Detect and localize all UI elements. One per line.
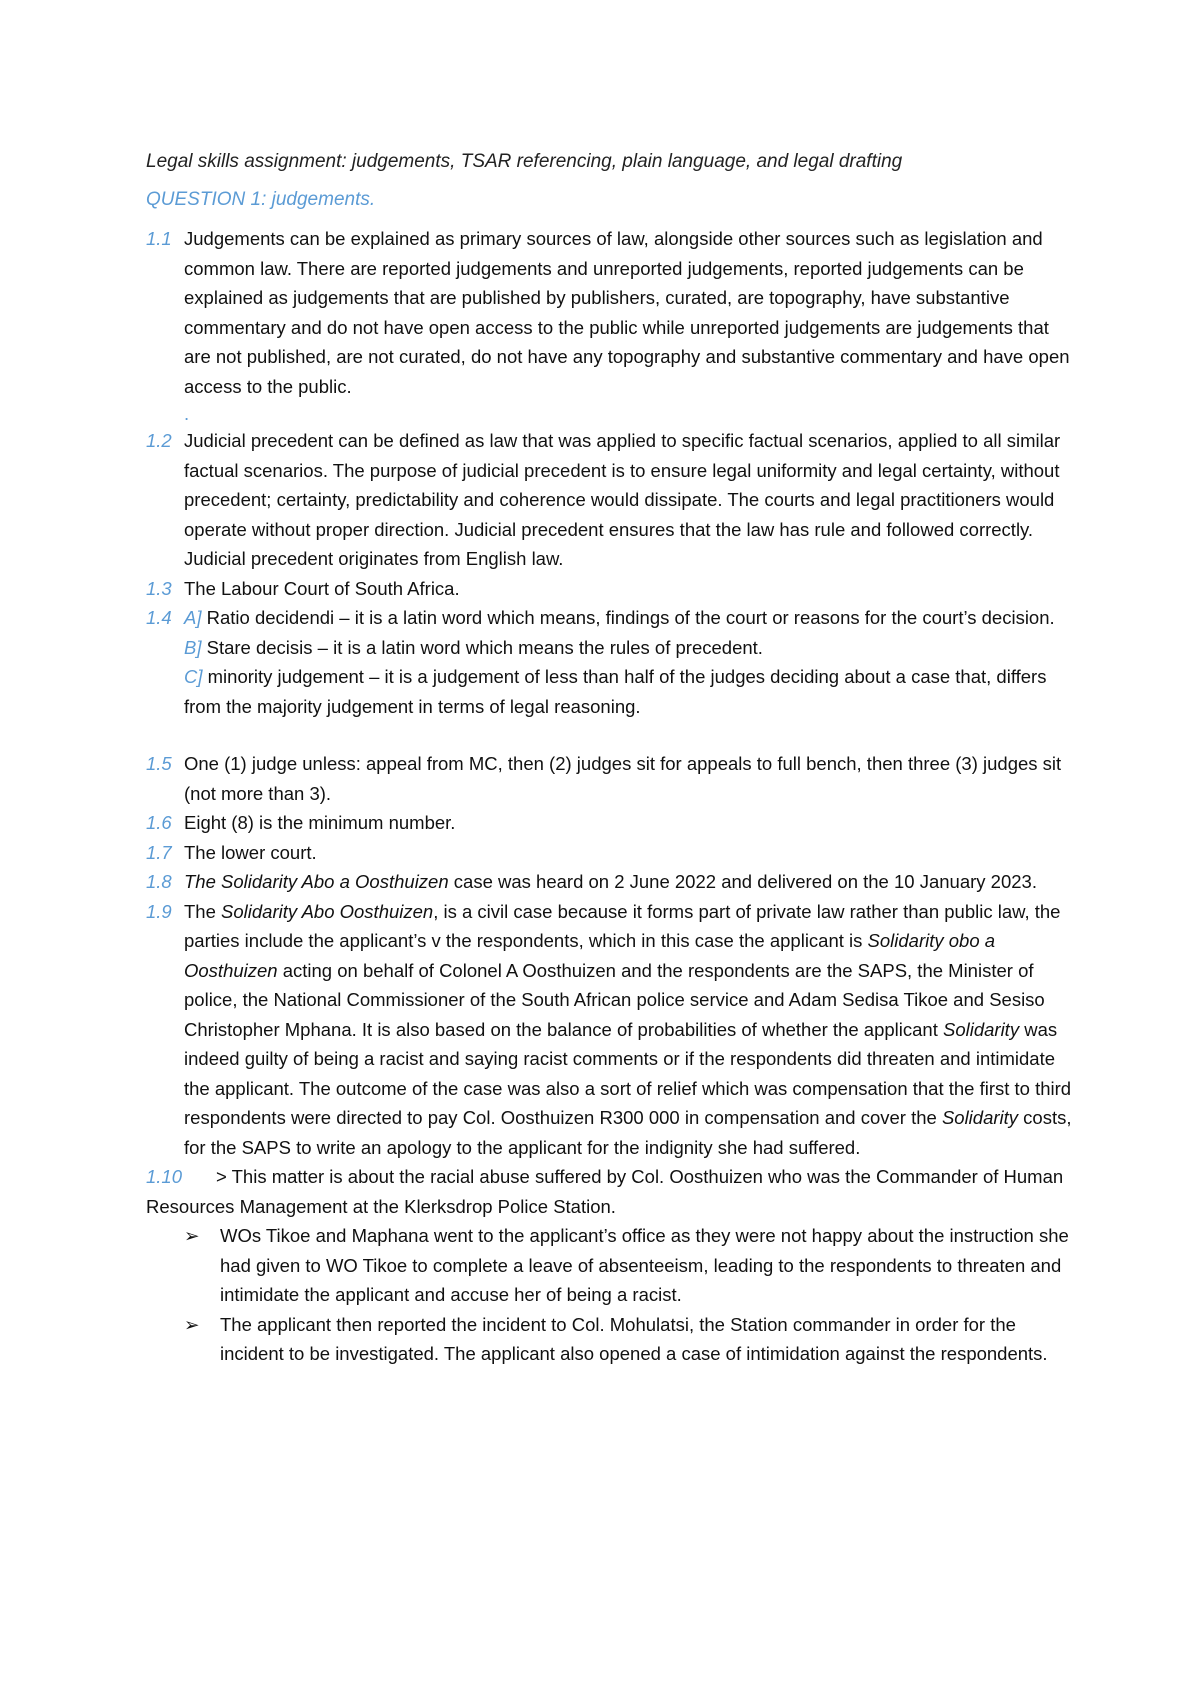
answer-number: 1.1	[146, 228, 172, 249]
answer-text: The Labour Court of South Africa.	[184, 577, 460, 599]
case-name: Solidarity	[942, 1018, 1020, 1040]
answer-1-6	[146, 808, 1076, 838]
case-name: Solidarity	[941, 1107, 1019, 1128]
answer-text: case was heard on 2 June 2022 and delivered on the 10 January 2023.	[448, 871, 1037, 892]
answer-1-4	[146, 603, 1076, 721]
answer-number: 1.2	[146, 430, 172, 451]
answer-number: 1.3	[146, 577, 172, 599]
case-name: The Solidarity Abo a Oosthuizen	[184, 871, 449, 892]
answer-text: costs, for the SAPS to write an apology to the applicant for the indignity she had suffered.	[184, 1107, 1072, 1158]
answer-text: was indeed guilty of being a racist and saying racist comments or if the respondents did threaten and intimidate the applicant. The outcome of the case was also a sort of relief which was compensation that the first to third respondents were directed to pay Col. Oosthuizen R300 000 in compensation and cover the	[184, 1018, 1072, 1128]
bullet-item	[146, 1310, 1076, 1369]
answer-1-1	[146, 224, 1076, 401]
answer-text: The	[184, 900, 222, 922]
answer-number: 1.7	[146, 841, 172, 863]
answer-1-7	[146, 838, 1076, 868]
answer-text: One (1) judge unless: appeal from MC, then (2) judges sit for appeals to full bench, then three (3) judges sit (not more than 3).	[184, 753, 1062, 804]
document-page	[146, 136, 1076, 1369]
answer-text: Judicial precedent can be defined as law that was applied to specific factual scenarios, applied to all similar factual scenarios. The purpose of judicial precedent is to ensure legal uniformity and legal certainty, without precedent; certainty, predictability and coherence would dissipate. The courts and legal practitioners would operate without proper direction. Judicial precedent ensures that the law has rule and followed correctly. Judicial precedent originates from English law.	[184, 430, 1061, 569]
answer-text: , is a civil case because it forms part of private law rather than public law, the parties include the applicant’s v the respondents, which in this case the applicant is	[184, 900, 1061, 951]
answer-1-2	[146, 426, 1076, 574]
bullet-text: WOs Tikoe and Maphana went to the applicant’s office as they were not happy about the instruction she had given to WO Tikoe to complete a leave of absenteeism, leading to the respondents to threaten and intimidate the applicant and accuse her of being a racist.	[220, 1225, 1069, 1305]
answer-1-5	[146, 749, 1076, 808]
spacer	[146, 721, 1076, 749]
sub-label: C]	[184, 666, 203, 687]
sub-answer-c	[184, 662, 1076, 721]
answer-text: The lower court.	[184, 841, 317, 863]
arrow-bullet-icon: ➢	[184, 1313, 200, 1335]
answer-number: 1.9	[146, 900, 172, 922]
question-heading: QUESTION 1: judgements.	[146, 189, 376, 210]
answer-1-3	[146, 574, 1076, 604]
case-name: Solidarity Abo Oosthuizen	[221, 900, 434, 922]
sub-text: Stare decisis – it is a latin word which means the rules of precedent.	[206, 636, 763, 658]
answer-number: 1.8	[146, 871, 172, 892]
answer-1-10	[146, 1162, 1076, 1221]
answer-number: 1.6	[146, 812, 172, 833]
sub-answer-b	[184, 633, 1076, 663]
document-title: Legal skills assignment: judgements, TSAR referencing, plain language, and legal drafting	[146, 151, 903, 172]
sub-text: Ratio decidendi – it is a latin word which means, findings of the court or reasons for the court’s decision.	[206, 607, 1055, 628]
answer-text: Eight (8) is the minimum number.	[184, 812, 456, 833]
sub-label: A]	[184, 607, 202, 628]
answer-number: 1.5	[146, 753, 172, 774]
sub-label: B]	[184, 636, 202, 658]
answer-1-9	[146, 897, 1076, 1163]
bullet-item	[146, 1221, 1076, 1310]
answer-text: > This matter is about the racial abuse suffered by Col. Oosthuizen who was the Commander of Human Resources Management at the Klerksdrop Police Station.	[146, 1166, 1064, 1217]
answer-text: Judgements can be explained as primary sources of law, alongside other sources such as legislation and common law. There are reported judgements and unreported judgements, reported judgements can be explained as judgements that are published by publishers, curated, are topography, have substantive commentary and do not have open access to the public while unreported judgements are judgements that are not published, are not curated, do not have any topography and substantive commentary and have open access to the public.	[184, 228, 1070, 397]
bullet-text: The applicant then reported the incident to Col. Mohulatsi, the Station commander in order for the incident to be investigated. The applicant also opened a case of intimidation against the respondents.	[220, 1313, 1048, 1364]
sub-answer-a	[184, 603, 1076, 633]
arrow-bullet-icon: ➢	[184, 1225, 200, 1246]
answer-text: acting on behalf of Colonel A Oosthuizen and the respondents are the SAPS, the Minister of police, the National Commissioner of the South African police service and Adam Sedisa Tikoe and Sesiso Christopher Mphana. It is also based on the balance of probabilities of whether the applicant	[184, 959, 1045, 1040]
sub-text: minority judgement – it is a judgement of less than half of the judges deciding about a case that, differs from the majority judgement in terms of legal reasoning.	[184, 666, 1047, 717]
answer-number: 1.4	[146, 607, 172, 628]
stray-dot: .	[184, 403, 190, 424]
answer-1-8	[146, 867, 1076, 897]
answer-number: 1.10	[146, 1166, 183, 1187]
case-name: Solidarity obo a Oosthuizen	[184, 930, 996, 981]
